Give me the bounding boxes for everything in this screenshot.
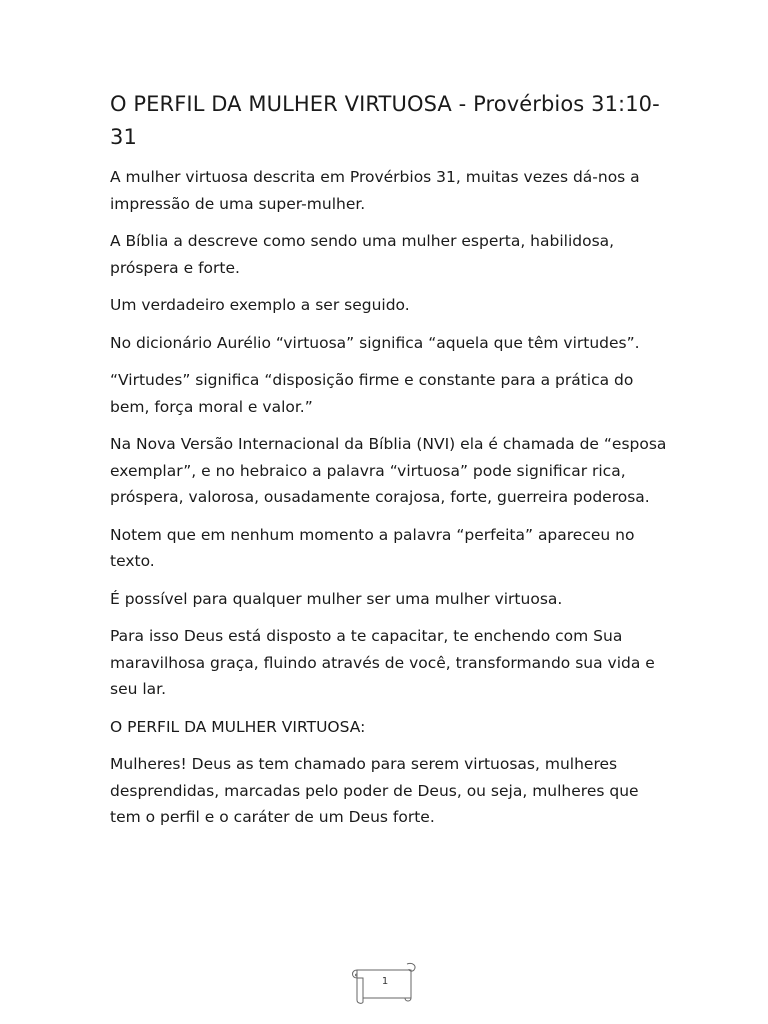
document-title: O PERFIL DA MULHER VIRTUOSA - Provérbios 31:10-31 (110, 92, 660, 149)
page-number-badge (347, 960, 419, 1004)
paragraph: Um verdadeiro exemplo a ser seguido. (110, 296, 410, 314)
paragraph: “Virtudes” significa “disposição firme e constante para a prática do bem, força moral e valor.” (110, 371, 634, 416)
paragraph: No dicionário Aurélio “virtuosa” significa “aquela que têm virtudes”. (110, 333, 640, 352)
section-heading: O PERFIL DA MULHER VIRTUOSA: (110, 717, 366, 736)
paragraph: Para isso Deus está disposto a te capacitar, te enchendo com Sua maravilhosa graça, fluindo através de você, transformando sua vida e seu lar. (110, 627, 655, 698)
document-page (110, 88, 670, 842)
page-number: 1 (381, 976, 389, 987)
paragraph: A mulher virtuosa descrita em Provérbios 31, muitas vezes dá-nos a impressão de uma super-mulher. (110, 168, 640, 213)
paragraph: Notem que em nenhum momento a palavra “perfeita” apareceu no texto. (110, 525, 635, 570)
paragraph: Mulheres! Deus as tem chamado para serem virtuosas, mulheres desprendidas, marcadas pelo poder de Deus, ou seja, mulheres que tem o perfil e o caráter de um Deus forte. (110, 755, 639, 826)
paragraph: A Bíblia a descreve como sendo uma mulher esperta, habilidosa, próspera e forte. (110, 232, 615, 277)
paragraph: É possível para qualquer mulher ser uma mulher virtuosa. (110, 589, 563, 608)
paragraph: Na Nova Versão Internacional da Bíblia (NVI) ela é chamada de “esposa exemplar”, e no hebraico a palavra “virtuosa” pode significar rica, próspera, valorosa, ousadamente corajosa, forte, guerreira poderosa. (110, 435, 667, 506)
